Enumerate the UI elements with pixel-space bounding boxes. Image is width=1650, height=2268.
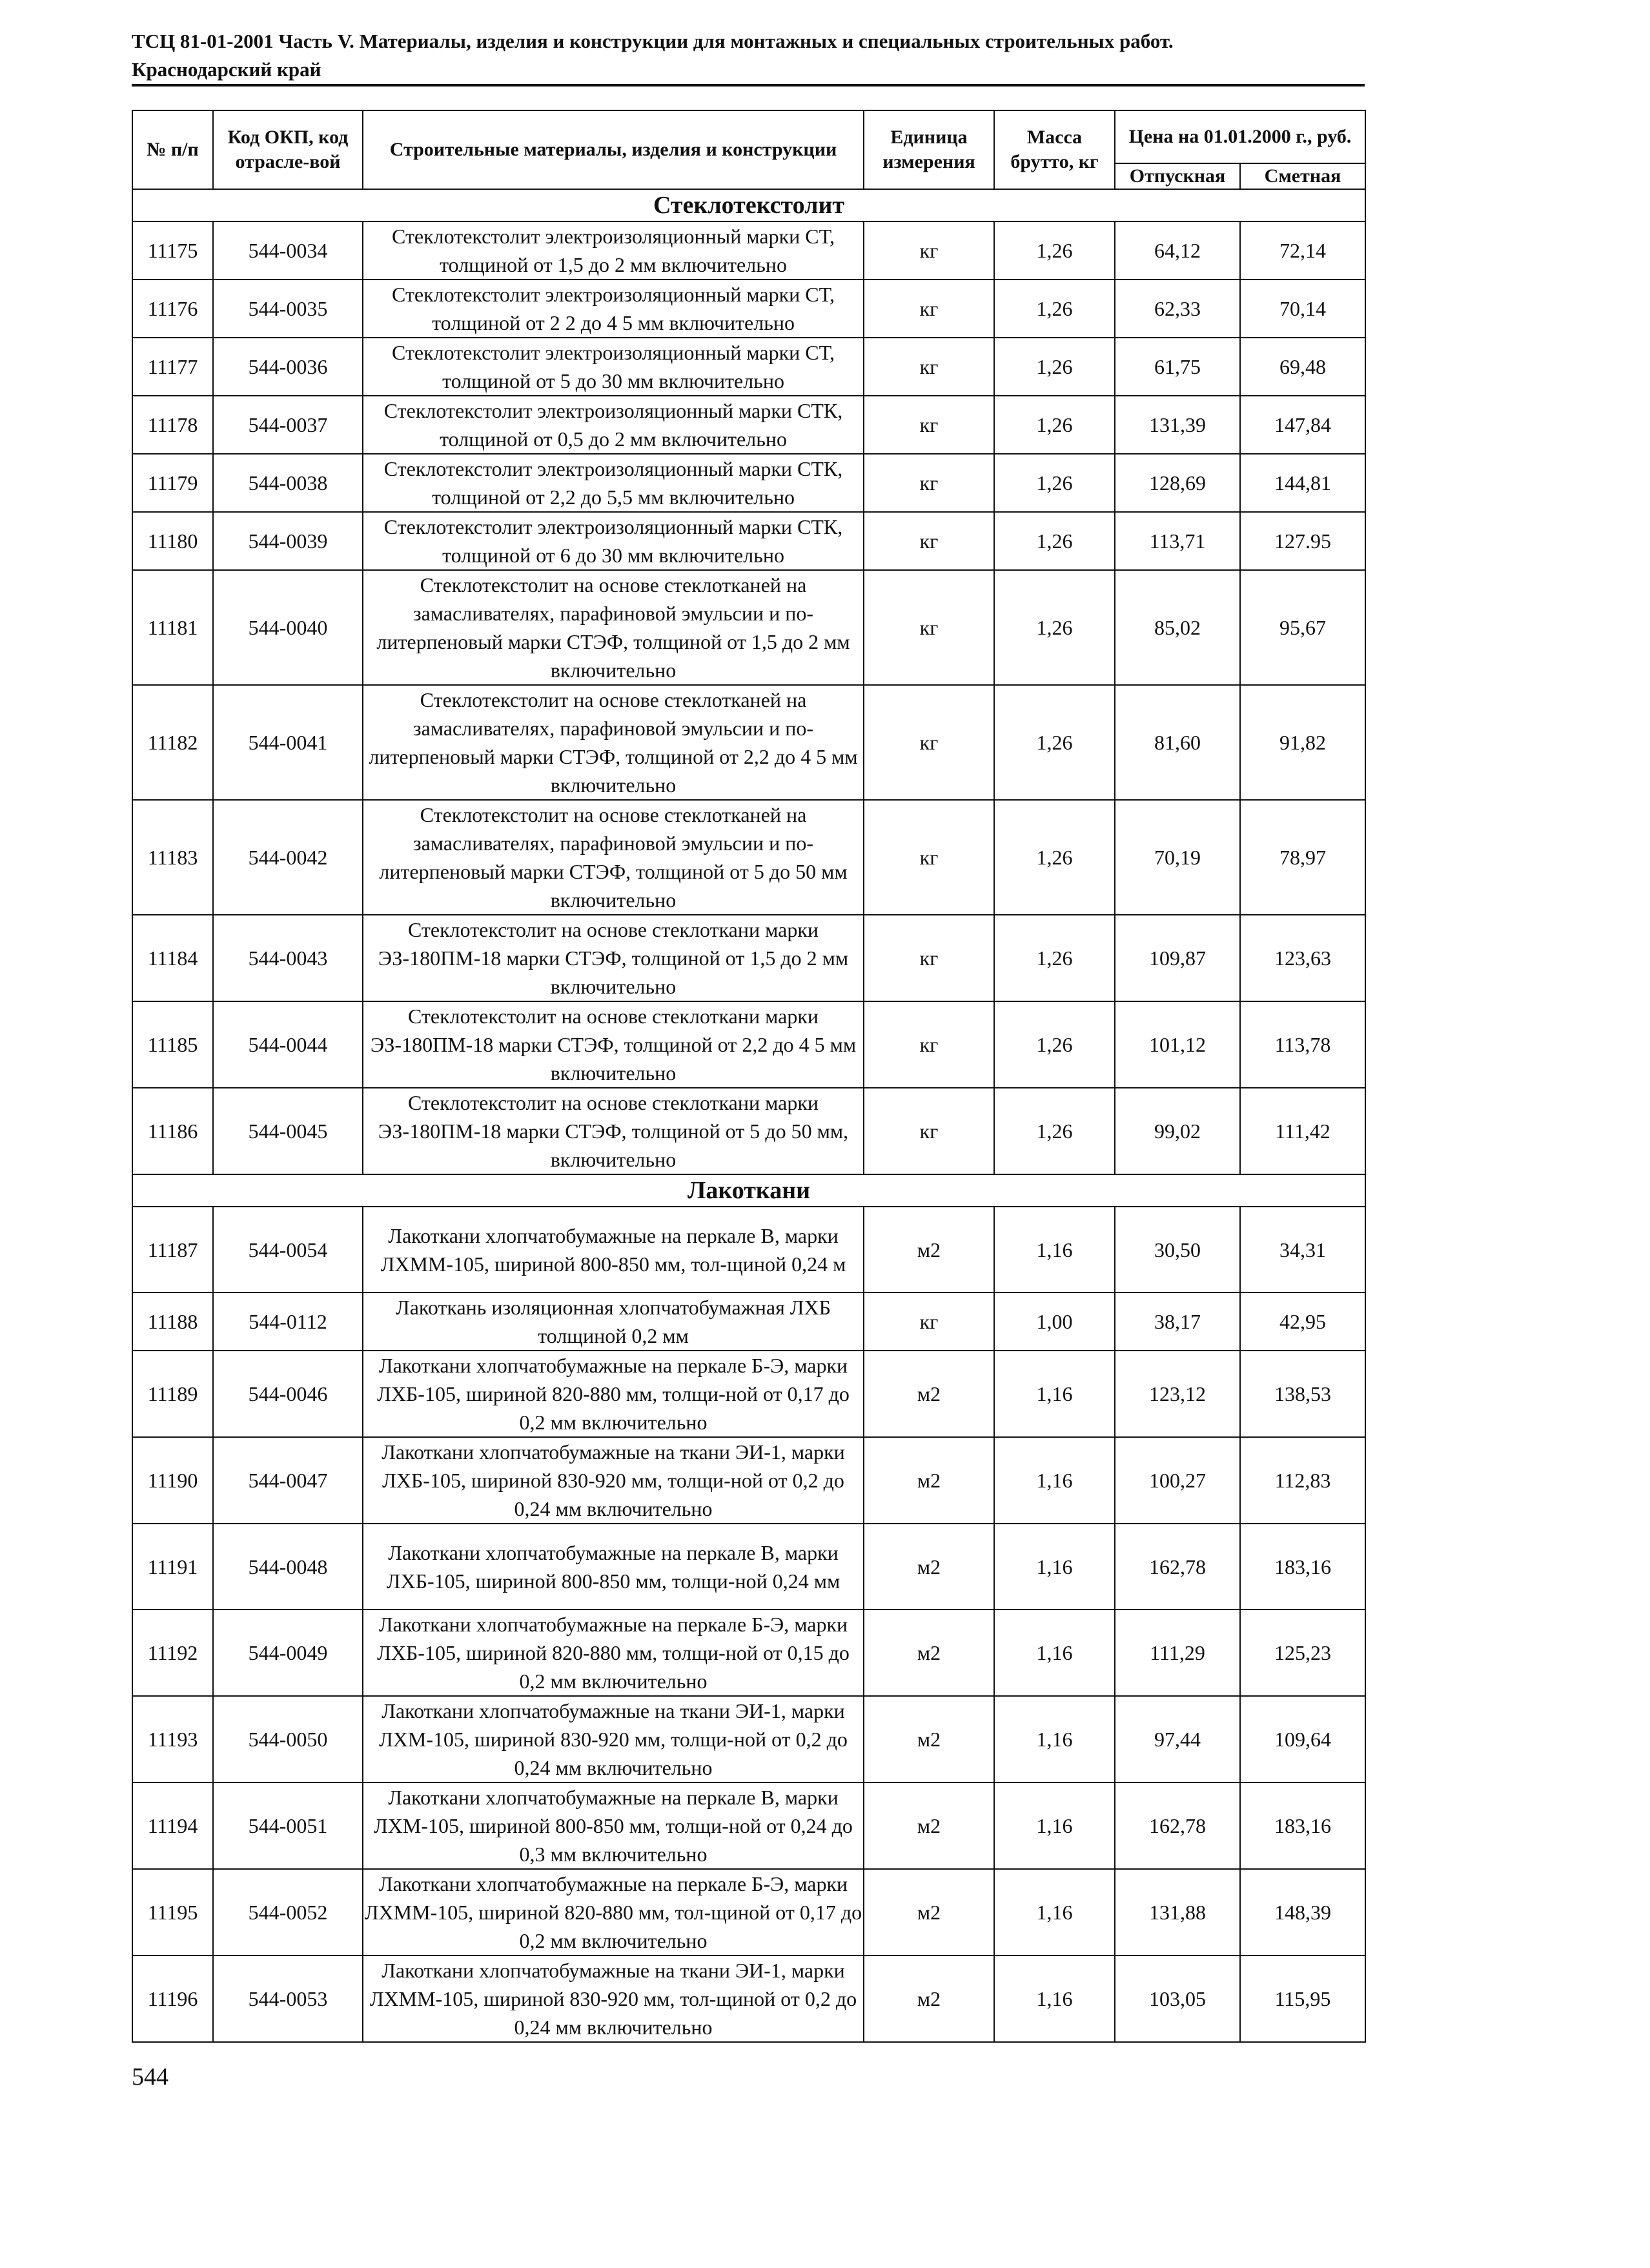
row-number: 11182 xyxy=(132,685,213,800)
table-row xyxy=(132,1292,1365,1351)
row-number: 11193 xyxy=(132,1696,213,1783)
row-code: 544-0037 xyxy=(213,396,363,454)
row-price-release: 61,75 xyxy=(1115,338,1240,396)
row-mass: 1,26 xyxy=(994,338,1115,396)
row-mass: 1,26 xyxy=(994,915,1115,1001)
row-unit: кг xyxy=(864,570,994,685)
row-number: 11176 xyxy=(132,280,213,338)
table-body xyxy=(132,189,1365,2042)
row-unit: м2 xyxy=(864,1696,994,1783)
row-code: 544-0112 xyxy=(213,1292,363,1351)
table-row xyxy=(132,1207,1365,1292)
row-unit: кг xyxy=(864,396,994,454)
table-row xyxy=(132,1869,1365,1956)
row-number: 11184 xyxy=(132,915,213,1001)
row-code: 544-0050 xyxy=(213,1696,363,1783)
row-price-estimate: 123,63 xyxy=(1240,915,1365,1001)
row-price-estimate: 147,84 xyxy=(1240,396,1365,454)
row-description: Лакоткани хлопчатобумажные на перкале Б-Э, марки ЛХБ-105, шириной 820-880 мм, толщи-ной от 0,17 до 0,2 мм включительно xyxy=(363,1351,864,1437)
row-description: Лакоткани хлопчатобумажные на ткани ЭИ-1, марки ЛХММ-105, шириной 830-920 мм, тол-щиной от 0,2 до 0,24 мм включительно xyxy=(363,1956,864,2042)
table-row xyxy=(132,1351,1365,1437)
row-mass: 1,16 xyxy=(994,1783,1115,1869)
header-region: Краснодарский край xyxy=(132,58,321,81)
row-price-estimate: 91,82 xyxy=(1240,685,1365,800)
row-code: 544-0053 xyxy=(213,1956,363,2042)
table-row xyxy=(132,1001,1365,1088)
page-number: 544 xyxy=(132,2063,168,2090)
row-number: 11189 xyxy=(132,1351,213,1437)
row-unit: кг xyxy=(864,221,994,280)
row-price-estimate: 78,97 xyxy=(1240,800,1365,915)
row-code: 544-0038 xyxy=(213,454,363,512)
row-description: Стеклотекстолит на основе стеклотканей на замасливателях, парафиновой эмульсии и по-литерпеновый марки СТЭФ, толщиной от 2,2 до 4 5 мм включительно xyxy=(363,685,864,800)
row-description: Стеклотекстолит электроизоляционный марки СТК, толщиной от 0,5 до 2 мм включительно xyxy=(363,396,864,454)
row-unit: м2 xyxy=(864,1351,994,1437)
row-unit: м2 xyxy=(864,1956,994,2042)
row-price-release: 99,02 xyxy=(1115,1088,1240,1174)
row-price-release: 97,44 xyxy=(1115,1696,1240,1783)
row-unit: кг xyxy=(864,800,994,915)
row-mass: 1,16 xyxy=(994,1869,1115,1956)
row-mass: 1,16 xyxy=(994,1524,1115,1609)
row-price-estimate: 95,67 xyxy=(1240,570,1365,685)
row-code: 544-0041 xyxy=(213,685,363,800)
row-mass: 1,26 xyxy=(994,512,1115,570)
row-unit: кг xyxy=(864,1001,994,1088)
row-code: 544-0046 xyxy=(213,1351,363,1437)
row-code: 544-0043 xyxy=(213,915,363,1001)
row-code: 544-0052 xyxy=(213,1869,363,1956)
row-price-estimate: 42,95 xyxy=(1240,1292,1365,1351)
row-mass: 1,26 xyxy=(994,1001,1115,1088)
row-code: 544-0048 xyxy=(213,1524,363,1609)
row-number: 11191 xyxy=(132,1524,213,1609)
col-header-price-release: Отпускная xyxy=(1115,163,1240,189)
row-number: 11187 xyxy=(132,1207,213,1292)
table-row xyxy=(132,1609,1365,1696)
row-code: 544-0049 xyxy=(213,1609,363,1696)
row-description: Лакоткани хлопчатобумажные на перкале В, марки ЛХМ-105, шириной 800-850 мм, толщи-ной от 0,24 до 0,3 мм включительно xyxy=(363,1783,864,1869)
header-title: ТСЦ 81-01-2001 Часть V. Материалы, изделия и конструкции для монтажных и специальных строительных работ. xyxy=(132,30,1174,52)
row-mass: 1,16 xyxy=(994,1351,1115,1437)
row-unit: м2 xyxy=(864,1437,994,1524)
row-mass: 1,16 xyxy=(994,1207,1115,1292)
row-price-release: 38,17 xyxy=(1115,1292,1240,1351)
row-unit: кг xyxy=(864,280,994,338)
row-unit: кг xyxy=(864,1292,994,1351)
table-row xyxy=(132,1783,1365,1869)
row-number: 11179 xyxy=(132,454,213,512)
row-description: Стеклотекстолит на основе стеклоткани марки ЭЗ-180ПМ-18 марки СТЭФ, толщиной от 1,5 до 2 мм включительно xyxy=(363,915,864,1001)
row-number: 11190 xyxy=(132,1437,213,1524)
section-header-row xyxy=(132,1174,1365,1207)
row-unit: кг xyxy=(864,1088,994,1174)
row-unit: м2 xyxy=(864,1609,994,1696)
table-row xyxy=(132,800,1365,915)
price-table xyxy=(132,110,1366,2043)
row-code: 544-0054 xyxy=(213,1207,363,1292)
row-price-release: 103,05 xyxy=(1115,1956,1240,2042)
row-price-estimate: 70,14 xyxy=(1240,280,1365,338)
row-code: 544-0045 xyxy=(213,1088,363,1174)
row-price-release: 70,19 xyxy=(1115,800,1240,915)
table-row xyxy=(132,1437,1365,1524)
col-header-price: Цена на 01.01.2000 г., руб. xyxy=(1115,110,1365,163)
row-description: Лакоткани хлопчатобумажные на перкале Б-Э, марки ЛХММ-105, шириной 820-880 мм, тол-щиной от 0,17 до 0,2 мм включительно xyxy=(363,1869,864,1956)
row-price-estimate: 127.95 xyxy=(1240,512,1365,570)
row-price-estimate: 183,16 xyxy=(1240,1783,1365,1869)
table-row xyxy=(132,1956,1365,2042)
header-divider xyxy=(132,84,1365,87)
row-price-estimate: 148,39 xyxy=(1240,1869,1365,1956)
row-description: Лакоткани хлопчатобумажные на ткани ЭИ-1, марки ЛХБ-105, шириной 830-920 мм, толщи-ной от 0,2 до 0,24 мм включительно xyxy=(363,1437,864,1524)
row-code: 544-0039 xyxy=(213,512,363,570)
row-price-release: 111,29 xyxy=(1115,1609,1240,1696)
row-code: 544-0051 xyxy=(213,1783,363,1869)
row-price-estimate: 72,14 xyxy=(1240,221,1365,280)
row-number: 11181 xyxy=(132,570,213,685)
row-number: 11194 xyxy=(132,1783,213,1869)
row-price-estimate: 125,23 xyxy=(1240,1609,1365,1696)
col-header-price-estimate: Сметная xyxy=(1240,163,1365,189)
row-description: Лакоткани хлопчатобумажные на перкале В, марки ЛХБ-105, шириной 800-850 мм, толщи-ной 0,24 мм xyxy=(363,1524,864,1609)
row-price-release: 30,50 xyxy=(1115,1207,1240,1292)
row-price-estimate: 113,78 xyxy=(1240,1001,1365,1088)
row-mass: 1,26 xyxy=(994,221,1115,280)
section-title: Стеклотекстолит xyxy=(132,189,1365,221)
row-unit: м2 xyxy=(864,1524,994,1609)
row-number: 11177 xyxy=(132,338,213,396)
row-unit: м2 xyxy=(864,1783,994,1869)
col-header-num: № п/п xyxy=(132,110,213,189)
row-price-release: 109,87 xyxy=(1115,915,1240,1001)
row-number: 11175 xyxy=(132,221,213,280)
row-description: Стеклотекстолит электроизоляционный марки СТК, толщиной от 6 до 30 мм включительно xyxy=(363,512,864,570)
row-description: Стеклотекстолит на основе стеклоткани марки ЭЗ-180ПМ-18 марки СТЭФ, толщиной от 2,2 до 4 5 мм включительно xyxy=(363,1001,864,1088)
row-description: Стеклотекстолит электроизоляционный марки СТ, толщиной от 1,5 до 2 мм включительно xyxy=(363,221,864,280)
table-row xyxy=(132,280,1365,338)
table-row xyxy=(132,1524,1365,1609)
row-price-estimate: 34,31 xyxy=(1240,1207,1365,1292)
row-number: 11188 xyxy=(132,1292,213,1351)
row-number: 11185 xyxy=(132,1001,213,1088)
table-row xyxy=(132,454,1365,512)
table-row xyxy=(132,512,1365,570)
row-price-release: 123,12 xyxy=(1115,1351,1240,1437)
row-mass: 1,16 xyxy=(994,1696,1115,1783)
row-code: 544-0040 xyxy=(213,570,363,685)
row-price-estimate: 112,83 xyxy=(1240,1437,1365,1524)
row-price-estimate: 109,64 xyxy=(1240,1696,1365,1783)
table-row xyxy=(132,1696,1365,1783)
row-mass: 1,26 xyxy=(994,454,1115,512)
row-price-release: 81,60 xyxy=(1115,685,1240,800)
row-price-release: 100,27 xyxy=(1115,1437,1240,1524)
row-description: Лакоткани хлопчатобумажные на перкале Б-Э, марки ЛХБ-105, шириной 820-880 мм, толщи-ной от 0,15 до 0,2 мм включительно xyxy=(363,1609,864,1696)
row-description: Лакоткани хлопчатобумажные на ткани ЭИ-1, марки ЛХМ-105, шириной 830-920 мм, толщи-ной от 0,2 до 0,24 мм включительно xyxy=(363,1696,864,1783)
row-unit: м2 xyxy=(864,1207,994,1292)
row-price-release: 131,39 xyxy=(1115,396,1240,454)
row-number: 11192 xyxy=(132,1609,213,1696)
page-header xyxy=(132,27,1365,84)
row-number: 11195 xyxy=(132,1869,213,1956)
col-header-unit: Единица измерения xyxy=(864,110,994,189)
col-header-name: Строительные материалы, изделия и конструкции xyxy=(363,110,864,189)
row-price-release: 128,69 xyxy=(1115,454,1240,512)
row-number: 11180 xyxy=(132,512,213,570)
row-description: Стеклотекстолит на основе стеклотканей на замасливателях, парафиновой эмульсии и по-литерпеновый марки СТЭФ, толщиной от 1,5 до 2 мм включительно xyxy=(363,570,864,685)
row-price-estimate: 115,95 xyxy=(1240,1956,1365,2042)
row-unit: кг xyxy=(864,338,994,396)
row-code: 544-0035 xyxy=(213,280,363,338)
table-row xyxy=(132,570,1365,685)
row-description: Стеклотекстолит на основе стеклотканей на замасливателях, парафиновой эмульсии и по-литерпеновый марки СТЭФ, толщиной от 5 до 50 мм включительно xyxy=(363,800,864,915)
row-code: 544-0042 xyxy=(213,800,363,915)
section-title: Лакоткани xyxy=(132,1174,1365,1207)
row-unit: кг xyxy=(864,512,994,570)
row-mass: 1,26 xyxy=(994,685,1115,800)
row-price-release: 101,12 xyxy=(1115,1001,1240,1088)
row-price-estimate: 183,16 xyxy=(1240,1524,1365,1609)
row-description: Стеклотекстолит на основе стеклоткани марки ЭЗ-180ПМ-18 марки СТЭФ, толщиной от 5 до 50 мм, включительно xyxy=(363,1088,864,1174)
row-description: Стеклотекстолит электроизоляционный марки СТ, толщиной от 5 до 30 мм включительно xyxy=(363,338,864,396)
table-row xyxy=(132,1088,1365,1174)
row-code: 544-0044 xyxy=(213,1001,363,1088)
row-mass: 1,16 xyxy=(994,1609,1115,1696)
col-header-code: Код ОКП, код отрасле-вой xyxy=(213,110,363,189)
row-price-release: 131,88 xyxy=(1115,1869,1240,1956)
row-code: 544-0036 xyxy=(213,338,363,396)
row-price-release: 62,33 xyxy=(1115,280,1240,338)
row-unit: м2 xyxy=(864,1869,994,1956)
table-row xyxy=(132,685,1365,800)
table-row xyxy=(132,915,1365,1001)
row-price-release: 113,71 xyxy=(1115,512,1240,570)
col-header-mass: Масса брутто, кг xyxy=(994,110,1115,189)
row-mass: 1,00 xyxy=(994,1292,1115,1351)
row-mass: 1,26 xyxy=(994,1088,1115,1174)
row-price-release: 85,02 xyxy=(1115,570,1240,685)
row-unit: кг xyxy=(864,915,994,1001)
row-price-estimate: 69,48 xyxy=(1240,338,1365,396)
row-unit: кг xyxy=(864,685,994,800)
row-price-release: 162,78 xyxy=(1115,1524,1240,1609)
row-number: 11183 xyxy=(132,800,213,915)
row-number: 11196 xyxy=(132,1956,213,2042)
row-mass: 1,26 xyxy=(994,570,1115,685)
row-mass: 1,26 xyxy=(994,800,1115,915)
row-description: Стеклотекстолит электроизоляционный марки СТК, толщиной от 2,2 до 5,5 мм включительно xyxy=(363,454,864,512)
row-price-estimate: 111,42 xyxy=(1240,1088,1365,1174)
table-row xyxy=(132,396,1365,454)
table-row xyxy=(132,221,1365,280)
row-description: Стеклотекстолит электроизоляционный марки СТ, толщиной от 2 2 до 4 5 мм включительно xyxy=(363,280,864,338)
row-price-release: 64,12 xyxy=(1115,221,1240,280)
row-mass: 1,16 xyxy=(994,1437,1115,1524)
row-description: Лакоткань изоляционная хлопчатобумажная ЛХБ толщиной 0,2 мм xyxy=(363,1292,864,1351)
row-price-release: 162,78 xyxy=(1115,1783,1240,1869)
row-mass: 1,16 xyxy=(994,1956,1115,2042)
row-mass: 1,26 xyxy=(994,280,1115,338)
table-row xyxy=(132,338,1365,396)
row-number: 11178 xyxy=(132,396,213,454)
row-mass: 1,26 xyxy=(994,396,1115,454)
section-header-row xyxy=(132,189,1365,221)
row-price-estimate: 138,53 xyxy=(1240,1351,1365,1437)
row-price-estimate: 144,81 xyxy=(1240,454,1365,512)
row-unit: кг xyxy=(864,454,994,512)
row-description: Лакоткани хлопчатобумажные на перкале В, марки ЛХММ-105, шириной 800-850 мм, тол-щиной 0,24 м xyxy=(363,1207,864,1292)
row-code: 544-0034 xyxy=(213,221,363,280)
row-code: 544-0047 xyxy=(213,1437,363,1524)
row-number: 11186 xyxy=(132,1088,213,1174)
